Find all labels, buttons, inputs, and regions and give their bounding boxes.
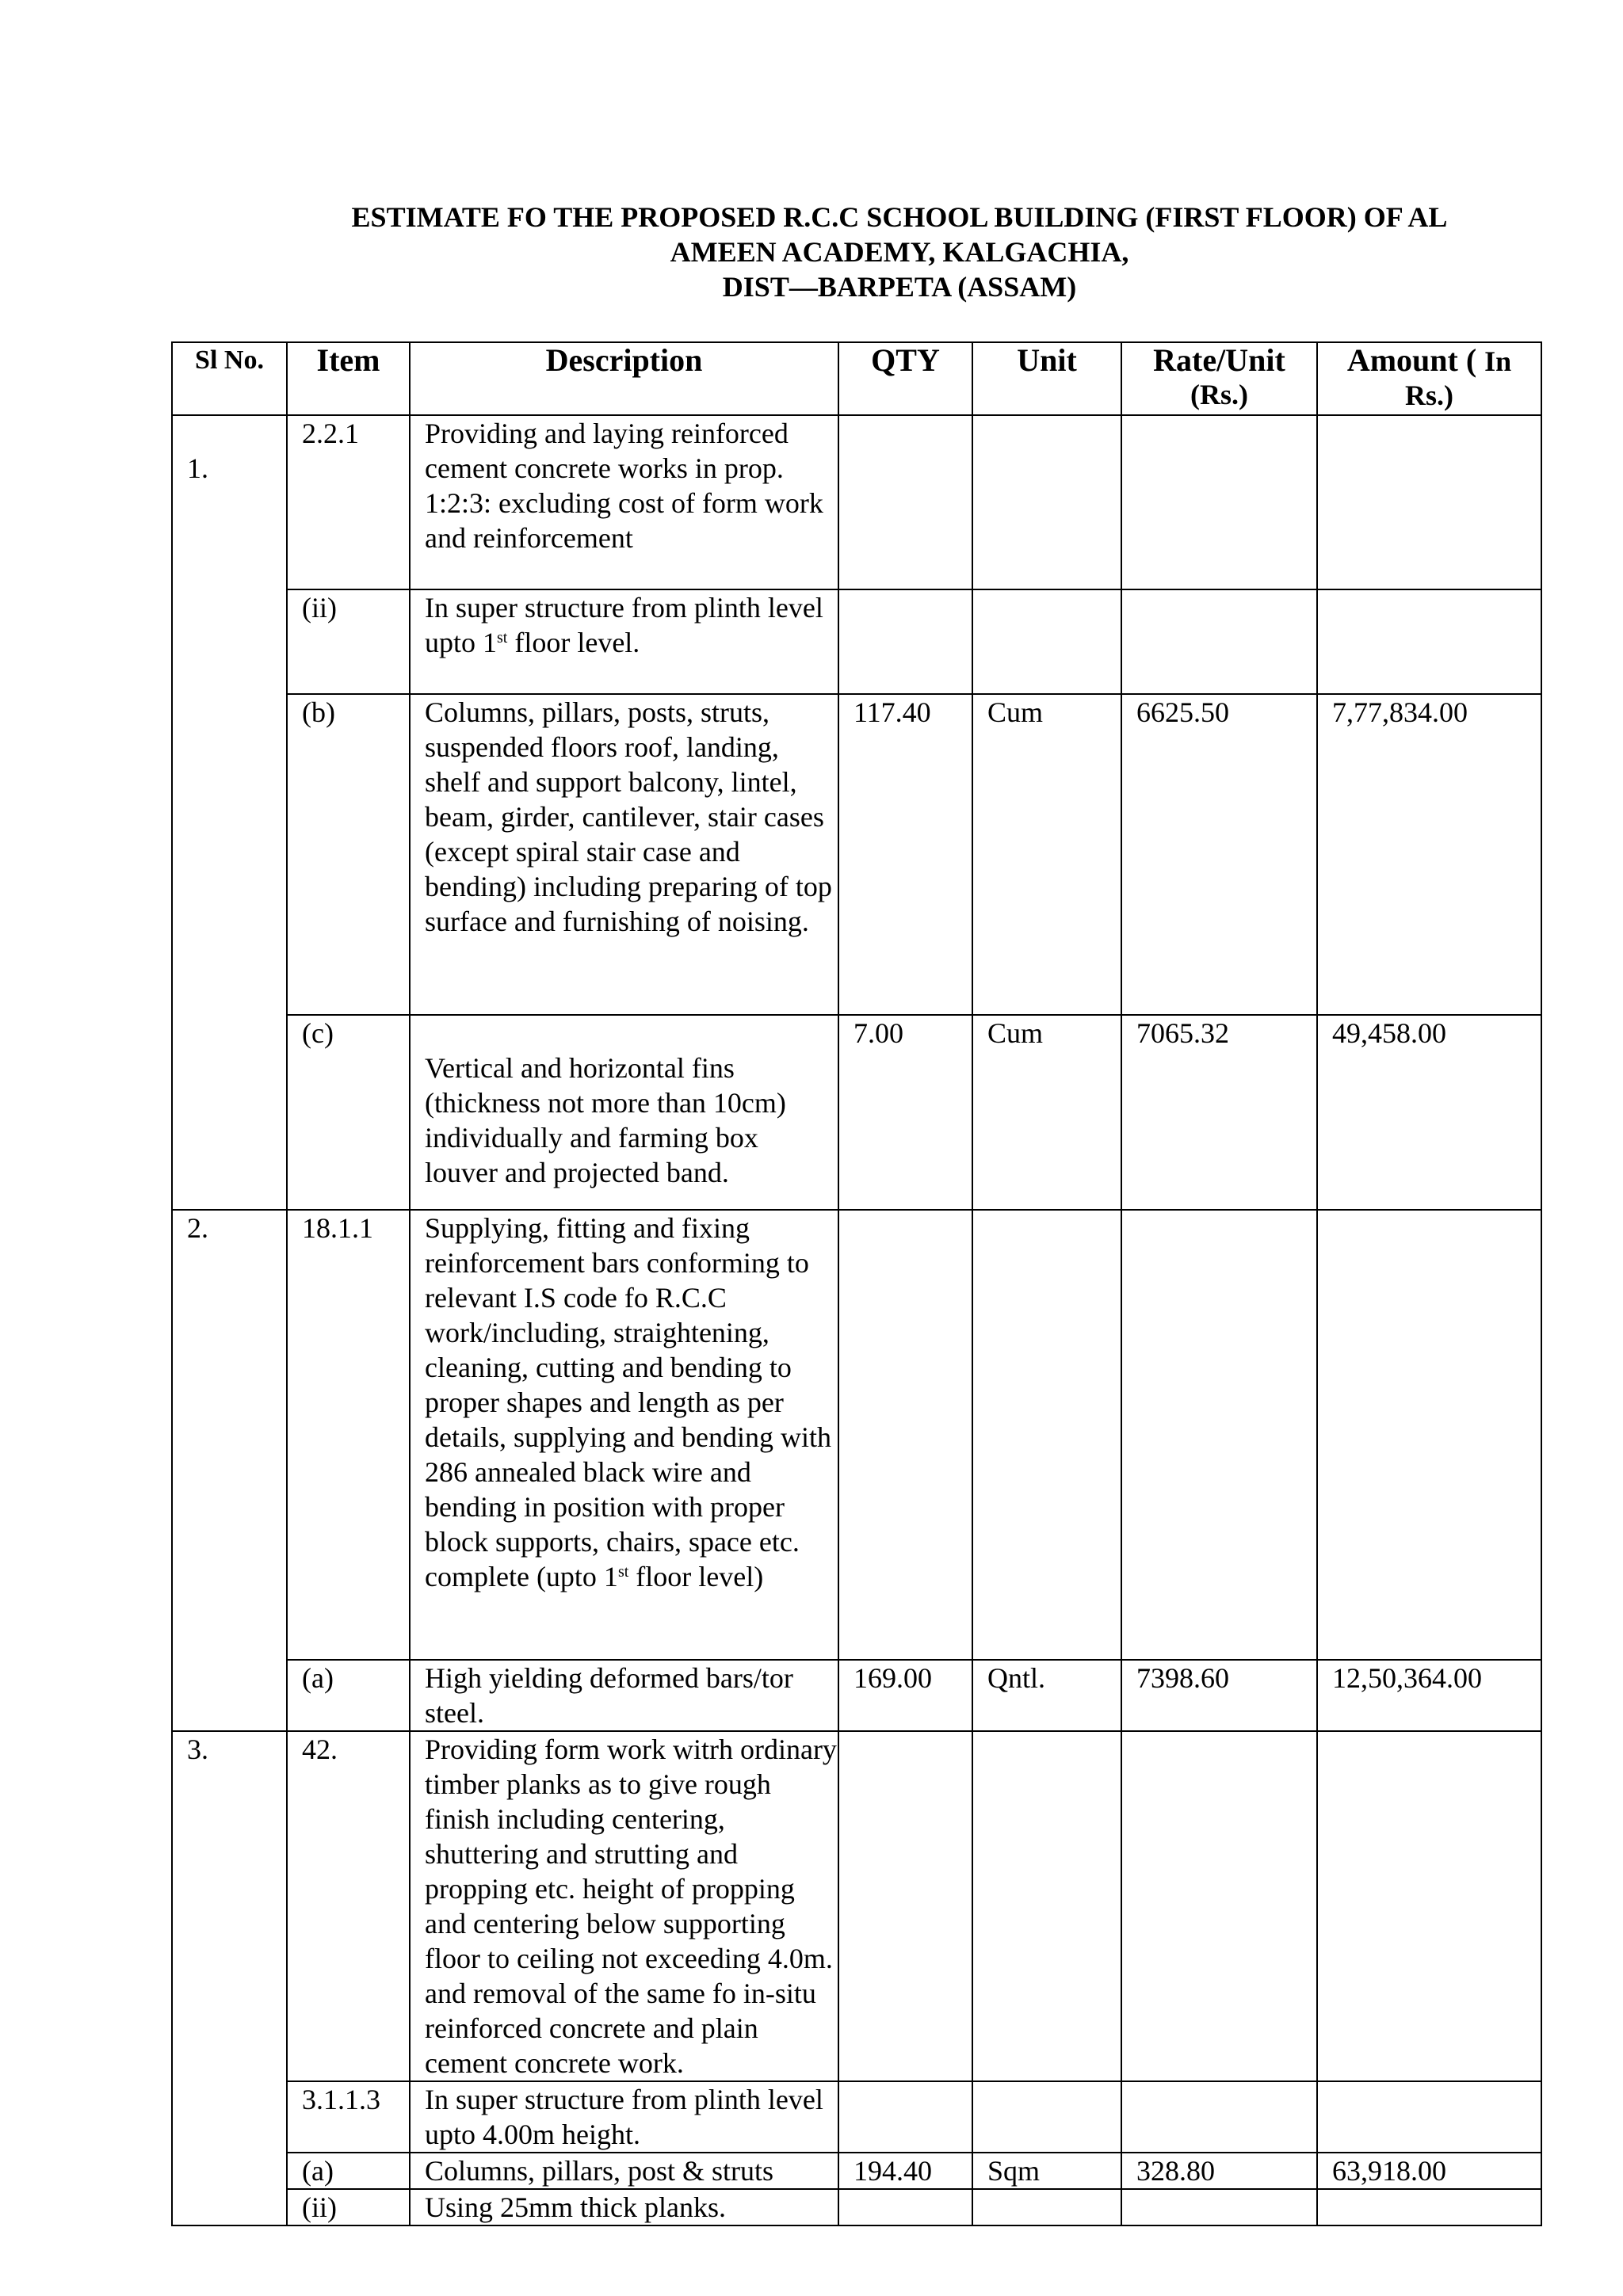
cell-qty: 169.00 xyxy=(838,1660,972,1731)
cell-amount: 49,458.00 xyxy=(1317,1015,1541,1210)
cell-description: Columns, pillars, posts, struts, suspended floors roof, landing, shelf and support balcony, lintel, beam, girder, cantilever, stair cases (except spiral stair case and bending) including preparing of top surface and furnishing of noising. xyxy=(410,694,838,1015)
cell-description: Providing and laying reinforced cement concrete works in prop. 1:2:3: excluding cost of form work and reinforcement xyxy=(410,415,838,589)
cell-amount xyxy=(1317,1210,1541,1660)
description-tail: floor level. xyxy=(507,627,640,658)
cell-qty: 194.40 xyxy=(838,2153,972,2189)
cell-qty xyxy=(838,415,972,589)
table-row xyxy=(172,2189,1541,2225)
cell-sl xyxy=(172,2153,287,2189)
cell-amount xyxy=(1317,2081,1541,2153)
cell-item: 42. xyxy=(287,1731,410,2081)
table-row xyxy=(172,1660,1541,1731)
cell-amount xyxy=(1317,415,1541,589)
cell-unit xyxy=(972,415,1121,589)
cell-item: (ii) xyxy=(287,589,410,694)
cell-sl xyxy=(172,2189,287,2225)
estimate-table xyxy=(171,341,1542,2226)
header-amount-line1: Amount ( xyxy=(1346,342,1477,378)
header-sl-no: Sl No. xyxy=(172,342,287,415)
cell-rate: 328.80 xyxy=(1121,2153,1317,2189)
cell-description: Columns, pillars, post & struts xyxy=(410,2153,838,2189)
header-amount-in: In xyxy=(1484,345,1512,377)
cell-unit xyxy=(972,1731,1121,2081)
cell-description xyxy=(410,1210,838,1660)
cell-unit xyxy=(972,1210,1121,1660)
cell-rate xyxy=(1121,1731,1317,2081)
cell-amount: 7,77,834.00 xyxy=(1317,694,1541,1015)
header-description: Description xyxy=(410,342,838,415)
cell-qty: 117.40 xyxy=(838,694,972,1015)
header-unit: Unit xyxy=(972,342,1121,415)
document-title xyxy=(0,200,1623,304)
cell-rate xyxy=(1121,1210,1317,1660)
cell-description: Providing form work witrh ordinary timber planks as to give rough finish including centering, shuttering and strutting and propping etc. height of propping and centering below supporting floor to ceiling not exceeding 4.0m. and removal of the same fo in-situ reinforced concrete and plain cement concrete work. xyxy=(410,1731,838,2081)
cell-amount: 63,918.00 xyxy=(1317,2153,1541,2189)
cell-amount xyxy=(1317,589,1541,694)
cell-item: (a) xyxy=(287,2153,410,2189)
cell-qty xyxy=(838,2081,972,2153)
cell-sl xyxy=(172,589,287,694)
cell-qty xyxy=(838,1731,972,2081)
header-rate xyxy=(1121,342,1317,415)
cell-rate: 7065.32 xyxy=(1121,1015,1317,1210)
header-item: Item xyxy=(287,342,410,415)
cell-unit xyxy=(972,589,1121,694)
cell-rate xyxy=(1121,2081,1317,2153)
cell-item: 2.2.1 xyxy=(287,415,410,589)
header-amount-line2: Rs.) xyxy=(1405,379,1453,411)
cell-rate: 7398.60 xyxy=(1121,1660,1317,1731)
cell-sl xyxy=(172,694,287,1015)
cell-unit: Cum xyxy=(972,1015,1121,1210)
table-row xyxy=(172,694,1541,1015)
cell-description: High yielding deformed bars/tor steel. xyxy=(410,1660,838,1731)
cell-unit xyxy=(972,2081,1121,2153)
header-rate-line1: Rate/Unit xyxy=(1153,342,1285,378)
cell-sl xyxy=(172,1660,287,1731)
cell-item: 18.1.1 xyxy=(287,1210,410,1660)
superscript: st xyxy=(497,629,508,646)
cell-qty xyxy=(838,589,972,694)
cell-sl: 2. xyxy=(172,1210,287,1660)
cell-sl xyxy=(172,1015,287,1210)
cell-unit: Cum xyxy=(972,694,1121,1015)
title-line-2: AMEEN ACADEMY, KALGACHIA, xyxy=(670,236,1129,268)
cell-item: (c) xyxy=(287,1015,410,1210)
cell-amount xyxy=(1317,1731,1541,2081)
table-row xyxy=(172,1210,1541,1660)
table-row xyxy=(172,589,1541,694)
cell-rate xyxy=(1121,589,1317,694)
header-amount xyxy=(1317,342,1541,415)
superscript: st xyxy=(617,1563,629,1581)
cell-qty xyxy=(838,2189,972,2225)
cell-unit xyxy=(972,2189,1121,2225)
title-line-1: ESTIMATE FO THE PROPOSED R.C.C SCHOOL BUILDING (FIRST FLOOR) OF AL xyxy=(351,201,1448,233)
table-row xyxy=(172,2081,1541,2153)
cell-qty xyxy=(838,1210,972,1660)
cell-description: Vertical and horizontal fins (thickness not more than 10cm) individually and farming box louver and projected band. xyxy=(410,1015,838,1210)
cell-item: 3.1.1.3 xyxy=(287,2081,410,2153)
description-text: In super structure from plinth level upto 1 xyxy=(425,592,823,658)
cell-rate xyxy=(1121,415,1317,589)
table-row xyxy=(172,415,1541,589)
cell-unit: Qntl. xyxy=(972,1660,1121,1731)
title-line-3: DIST—BARPETA (ASSAM) xyxy=(722,271,1077,303)
cell-qty: 7.00 xyxy=(838,1015,972,1210)
cell-rate: 6625.50 xyxy=(1121,694,1317,1015)
table-row xyxy=(172,2153,1541,2189)
header-qty: QTY xyxy=(838,342,972,415)
cell-item: (ii) xyxy=(287,2189,410,2225)
cell-item: (a) xyxy=(287,1660,410,1731)
table-row xyxy=(172,1731,1541,2081)
cell-description: In super structure from plinth level upto 4.00m height. xyxy=(410,2081,838,2153)
description-text: Supplying, fitting and fixing reinforcement bars conforming to relevant I.S code fo R.C.C work/including, straightening, cleaning, cutting and bending to proper shapes and length as per details, supplying and bending with 286 annealed black wire and bending in position with proper block supports, chairs, space etc. complete (upto 1 xyxy=(425,1212,831,1592)
cell-sl xyxy=(172,2081,287,2153)
header-rate-line2: (Rs.) xyxy=(1190,379,1248,410)
cell-item: (b) xyxy=(287,694,410,1015)
header-row xyxy=(172,342,1541,415)
table-row xyxy=(172,1015,1541,1210)
cell-amount xyxy=(1317,2189,1541,2225)
cell-description xyxy=(410,589,838,694)
cell-description: Using 25mm thick planks. xyxy=(410,2189,838,2225)
cell-amount: 12,50,364.00 xyxy=(1317,1660,1541,1731)
cell-sl: 1. xyxy=(172,415,287,589)
cell-sl: 3. xyxy=(172,1731,287,2081)
cell-unit: Sqm xyxy=(972,2153,1121,2189)
cell-rate xyxy=(1121,2189,1317,2225)
description-tail: floor level) xyxy=(628,1561,764,1592)
